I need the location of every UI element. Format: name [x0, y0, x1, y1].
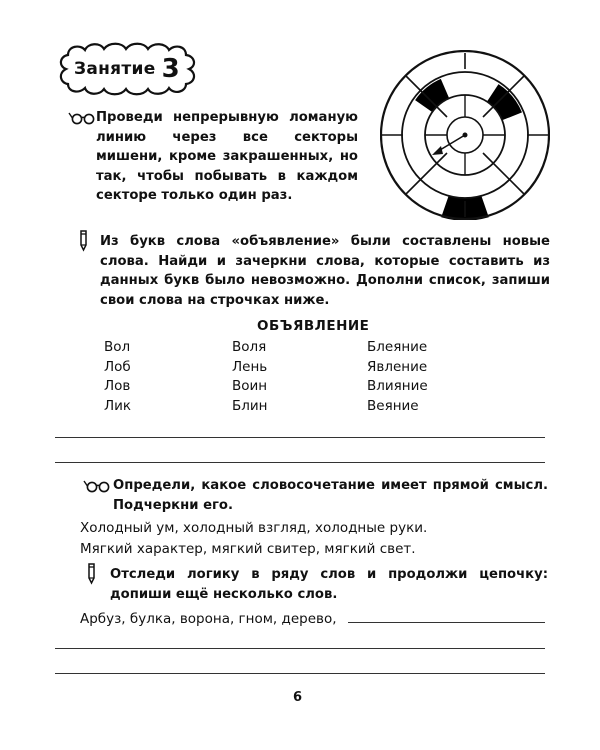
answer-line[interactable] — [55, 648, 545, 649]
answer-line[interactable] — [348, 622, 545, 623]
lesson-number: 3 — [161, 54, 180, 84]
word-item: Блин — [232, 397, 268, 414]
target-diagram — [380, 50, 550, 224]
word-item: Лов — [104, 378, 131, 394]
phrase-line-2: Мягкий характер, мягкий свитер, мягкий свет. — [80, 541, 416, 557]
word-item: Веяние — [367, 397, 419, 414]
word-item: Воля — [232, 339, 267, 355]
task2-instruction: Из букв слова «объявление» были составлены новые слова. Найди и зачеркни слова, которые составить из данных букв было невозможно. Дополни список, запиши свои слова на строчках ниже. — [100, 234, 550, 308]
task1-instruction: Проведи непрерывную ломаную линию через все секторы мишени, кроме закрашенных, но так, чтобы побывать в каждом секторе только один раз. — [96, 110, 358, 203]
word-sequence: Арбуз, булка, ворона, гном, дерево, — [80, 611, 337, 627]
pencil-icon — [78, 230, 92, 256]
word-item: Лик — [104, 397, 132, 414]
word-column-1 — [104, 338, 131, 416]
answer-line[interactable] — [55, 462, 545, 463]
word-column-2 — [232, 338, 268, 416]
task4-instruction: Отследи логику в ряду слов и продолжи цепочку: допиши ещё несколько слов. — [110, 567, 548, 602]
lesson-label: Занятие — [73, 59, 156, 79]
word-item: Лень — [232, 358, 268, 375]
word-item: Вол — [104, 339, 131, 355]
answer-line[interactable] — [55, 673, 545, 674]
task3-instruction: Определи, какое словосочетание имеет прямой смысл. Подчеркни его. — [113, 478, 548, 513]
pencil-icon — [86, 563, 100, 589]
phrase-line-1: Холодный ум, холодный взгляд, холодные руки. — [80, 520, 428, 536]
word-item: Блеяние — [367, 339, 428, 355]
word-item: Воин — [232, 378, 268, 394]
answer-line[interactable] — [55, 437, 545, 438]
page-number: 6 — [293, 690, 303, 705]
word-item: Явление — [367, 358, 428, 375]
glasses-icon — [68, 110, 98, 129]
word-item: Лоб — [104, 358, 131, 375]
source-word: ОБЪЯВЛЕНИЕ — [257, 318, 370, 334]
glasses-icon — [83, 478, 113, 497]
target-svg — [380, 50, 550, 220]
word-column-3 — [367, 338, 428, 416]
lesson-badge — [52, 40, 202, 98]
word-item: Влияние — [367, 378, 428, 394]
